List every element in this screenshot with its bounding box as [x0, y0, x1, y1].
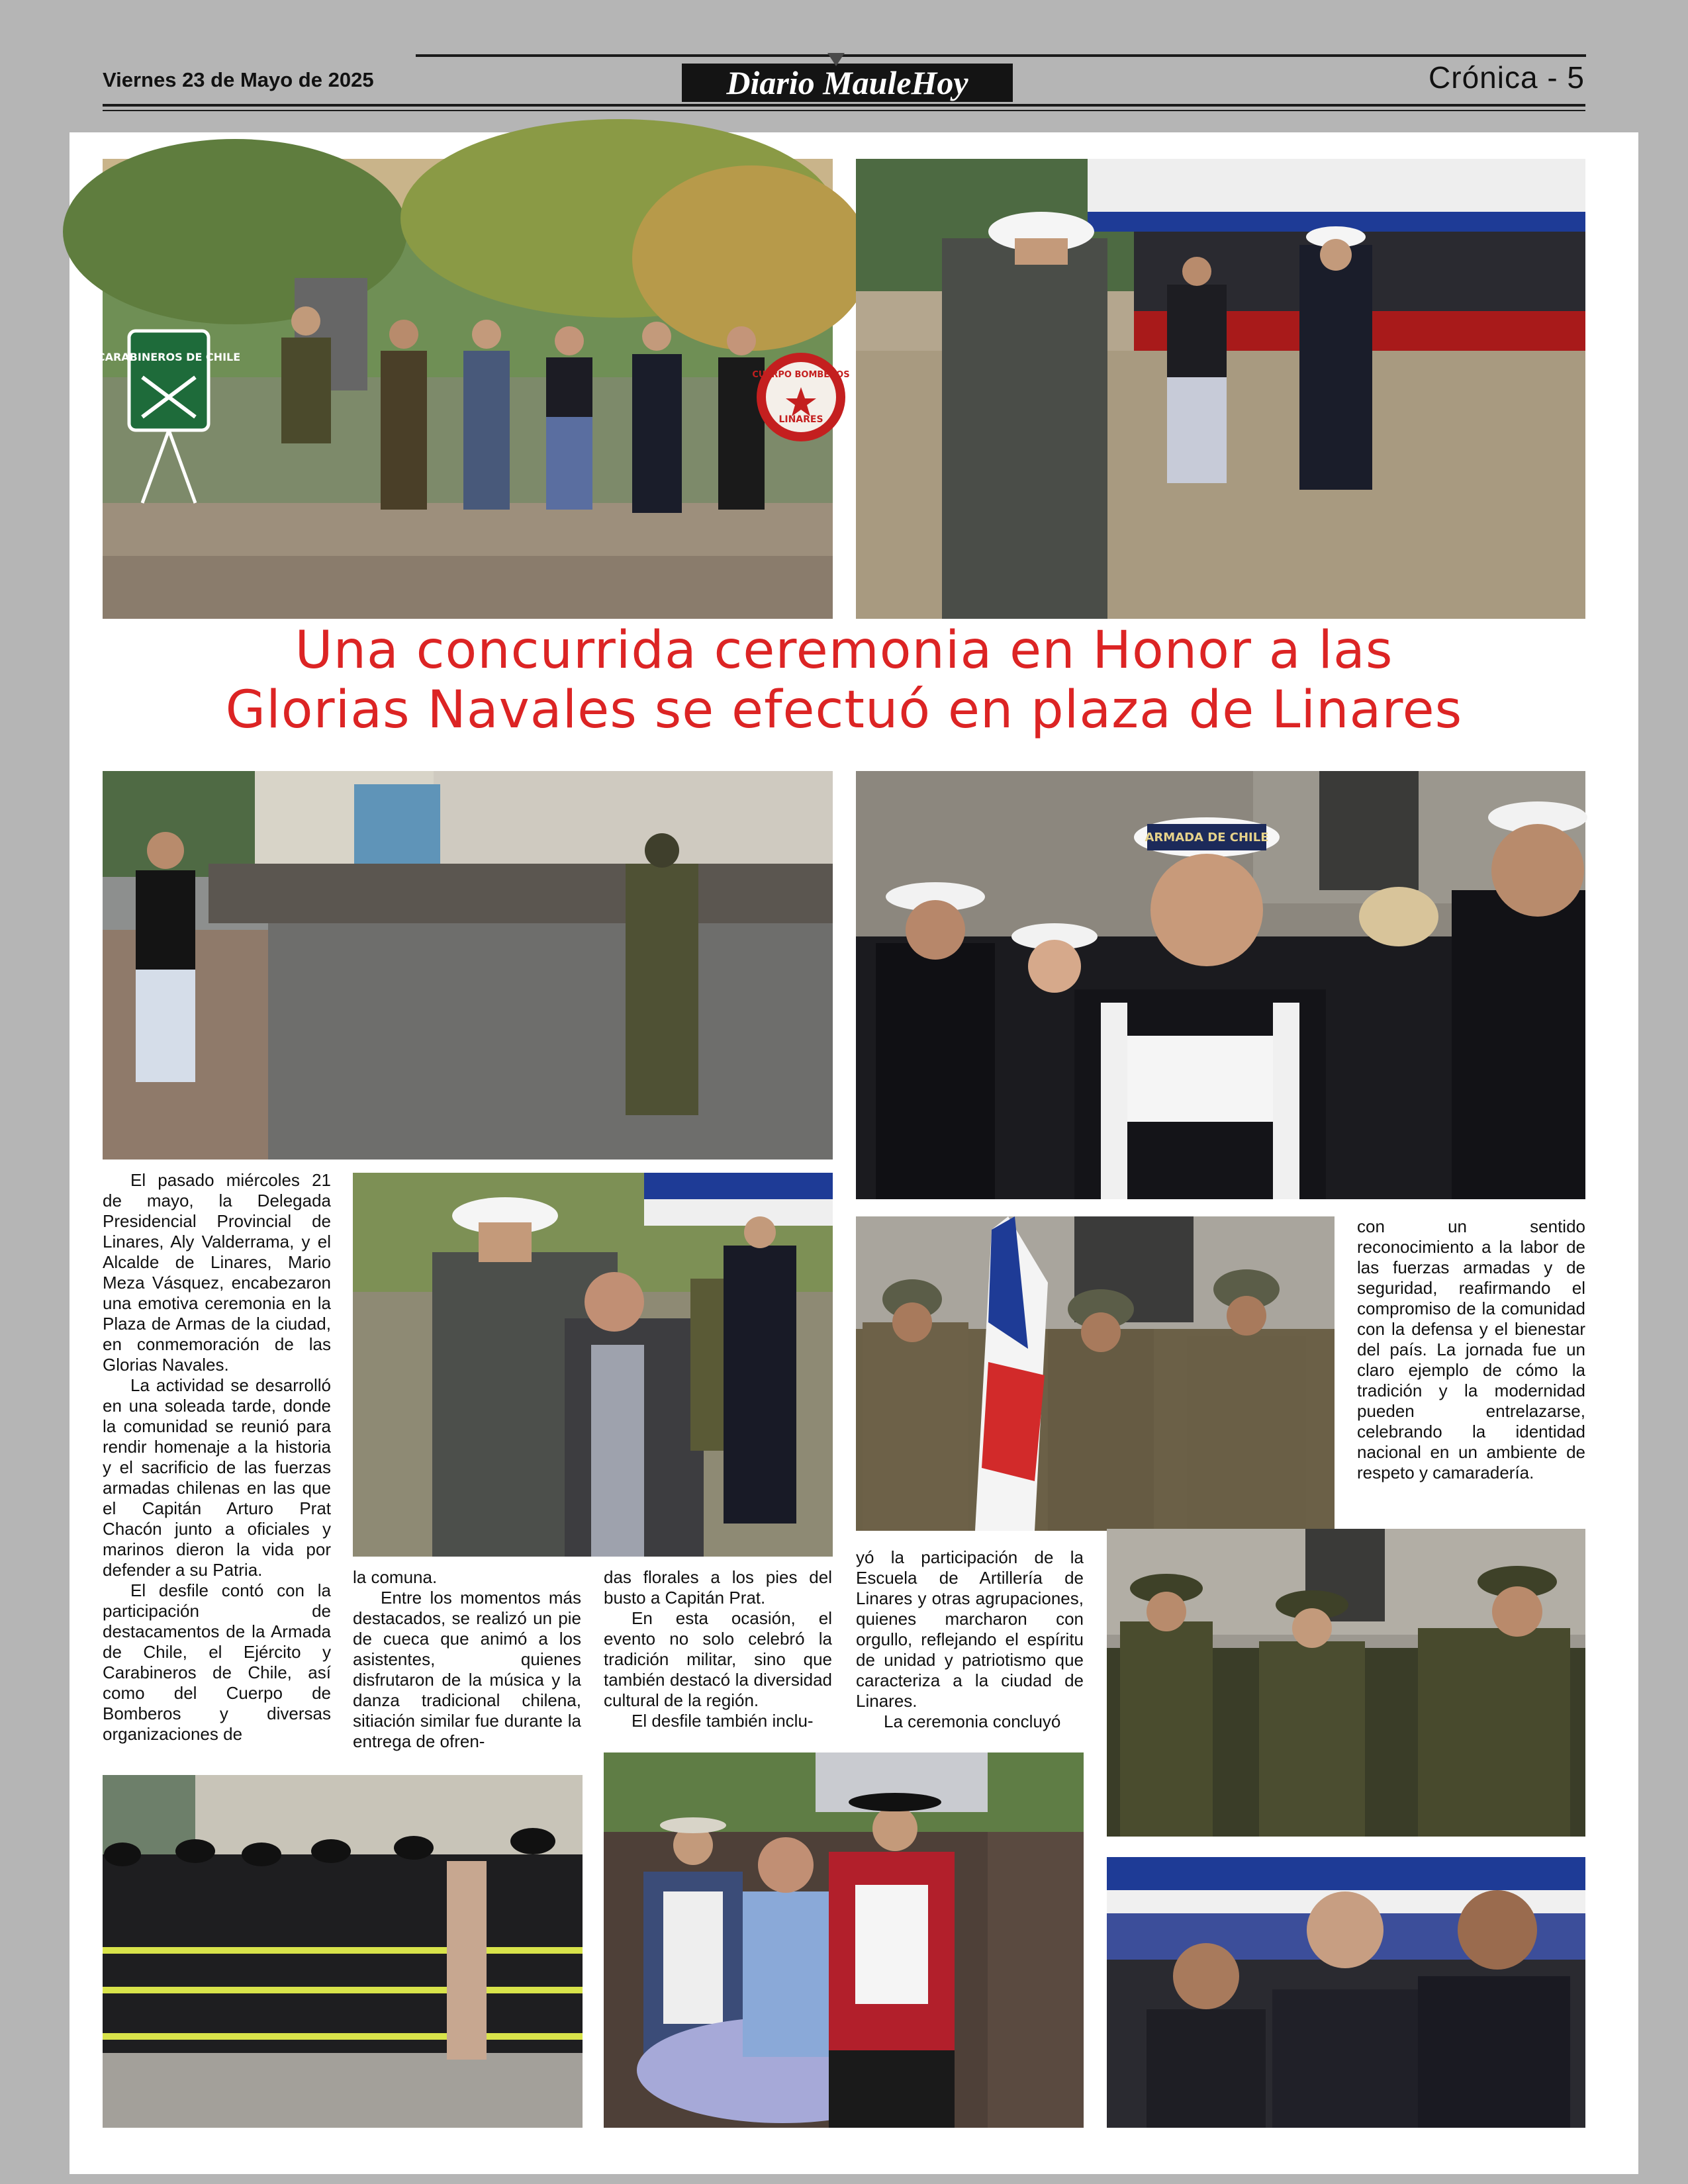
issue-date: Viernes 23 de Mayo de 2025 — [103, 68, 374, 91]
section-page-label: Crónica - 5 — [1429, 60, 1585, 95]
article-paragraph: yó la participación de la Escuela de Artillería de Linares y otras agrupaciones, quienes marcharon con orgullo, reflejando el espíritu de unidad y patriotismo que caracteriza a la ciudad de Linares. — [856, 1547, 1084, 1711]
photo-officials-at-monument — [97, 159, 850, 619]
photo-navy-cadets — [856, 771, 1585, 1199]
photo-street-parade — [103, 771, 833, 1160]
article-paragraph: con un sentido reconocimiento a la labor de las fuerzas armadas y de seguridad, reafirmando el compromiso de la comunidad con la defensa y el bienestar del país. La jornada fue un claro ejemplo de cómo la tradición y la modernidad pueden entrelazarse, celebrando la identidad nacional en un ambiente de respeto y camaradería. — [1357, 1216, 1585, 1482]
article-paragraph: La ceremonia concluyó — [884, 1711, 1061, 1731]
headline-line-2: Glorias Navales se efectuó en plaza de Linares — [225, 680, 1463, 740]
header-bottom-rule — [103, 104, 1585, 107]
photo-carabineros-formation — [1107, 1529, 1585, 1837]
article-paragraph: la comuna. — [353, 1567, 438, 1587]
article-column-3 — [604, 1567, 832, 1731]
article-paragraph: das florales a los pies del busto a Capitán Prat. — [604, 1567, 832, 1608]
cadet-cap-band: ARMADA DE CHILE — [1145, 831, 1269, 844]
article-column-2 — [353, 1567, 581, 1752]
header-bottom-rule-thin — [103, 110, 1585, 111]
newspaper-masthead: Diario MauleHoy — [682, 64, 1013, 102]
bomberos-wreath-bottom: LINARES — [778, 414, 823, 425]
photo-officials-on-stage — [1107, 1857, 1585, 2128]
article-paragraph: El desfile también inclu- — [632, 1711, 814, 1731]
article-paragraph: La actividad se desarrolló en una soleada tarde, donde la comunidad se reunió para rendir homenaje a la historia y el sacrificio de las fuerzas armadas chilenas en las que el Capitán Arturo Prat Chacón junto a oficiales y marinos dieron la vida por defender a su Patria. — [103, 1375, 331, 1580]
photo-officer-saluting — [856, 159, 1585, 619]
headline-line-1: Una concurrida ceremonia en Honor a las — [295, 621, 1393, 680]
article-paragraph: Entre los momentos más destacados, se realizó un pie de cueca que animó a los asistentes, quienes disfrutaron de la música y la danza tradicional chilena, sitiación similar fue durante la entrega de ofren- — [353, 1588, 581, 1751]
article-column-4 — [856, 1547, 1084, 1732]
photo-delegate-greeting-officer — [353, 1173, 833, 1557]
article-column-1 — [103, 1170, 331, 1745]
article-paragraph: El pasado miércoles 21 de mayo, la Delegada Presidencial Provincial de Linares, Aly Valderrama, y el Alcalde de Linares, Mario Meza Vásquez, encabezaron una emotiva ceremonia en la Plaza de Armas de la ciudad, en conmemoración de las Glorias Navales. — [103, 1170, 331, 1375]
bomberos-wreath-top: CUERPO BOMBEROS — [752, 370, 850, 380]
photo-army-flag-bearers — [856, 1216, 1335, 1531]
article-paragraph: El desfile contó con la participación de destacamentos de la Armada de Chile, el Ejército y Carabineros de Chile, así como del Cuerpo de Bomberos y diversas organizaciones de — [103, 1580, 331, 1744]
article-headline — [83, 621, 1605, 740]
header-top-rule — [416, 54, 1586, 57]
carabineros-crest-label: CARABINEROS DE CHILE — [97, 351, 241, 363]
article-paragraph: En esta ocasión, el evento no solo celebró la tradición militar, sino que también destacó la diversidad cultural de la región. — [604, 1608, 832, 1710]
masthead-ornament — [827, 53, 845, 66]
photo-firefighters — [103, 1775, 583, 2128]
article-column-5 — [1357, 1216, 1585, 1483]
photo-cueca-dancers — [604, 1752, 1084, 2128]
